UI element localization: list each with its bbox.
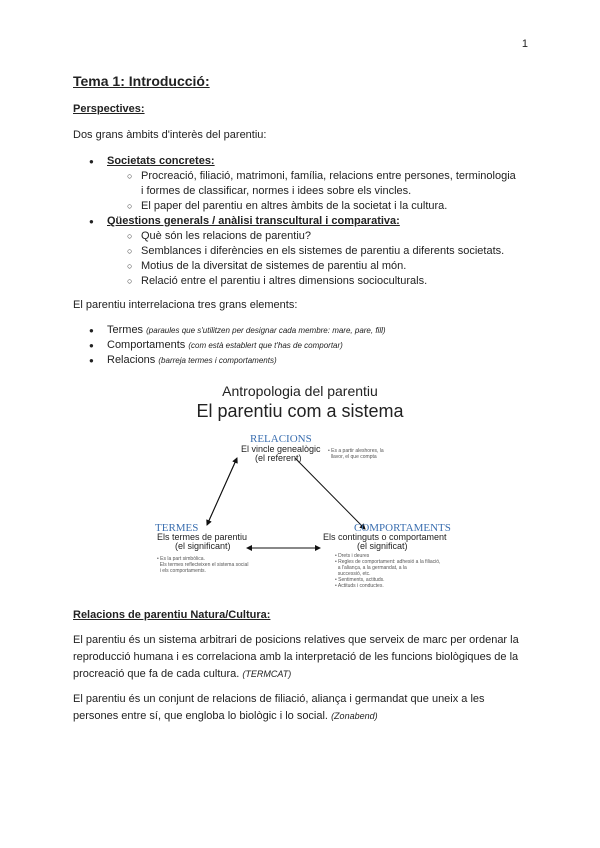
perspectives-list [73, 154, 533, 289]
arrow-relacions-comportaments [295, 458, 365, 529]
termes-label: TERMES [155, 522, 199, 534]
termes-line2: (el significant) [175, 541, 231, 551]
page-number: 1 [521, 38, 528, 50]
list-item: ○ Procreació, filiació, matrimoni, família, relacions entre persones, terminologia [73, 169, 533, 184]
list-item: ● Termes (paraules que s'utilitzen per designar cada membre: mare, pare, fill) [73, 323, 533, 338]
relacions-line1: El vincle genealògic [241, 444, 321, 454]
list-item-continuation: i formes de classificar, normes i idees sobre els vincles. [141, 185, 412, 197]
paragraph-termcat: El parentiu és un sistema arbitrari de posicions relatives que serveix de marc per ordenar la reproducció humana i es correlaciona amb la interpretació de les funcions biològiques de la procreació que fa de cada cultura. (TERMCAT) [73, 634, 519, 680]
comportaments-label: COMPORTAMENTS [354, 522, 451, 534]
relacions-line2: (el referent) [255, 453, 302, 463]
diagram-title: El parentiu com a sistema [196, 401, 404, 421]
list-item: ○ Relació entre el parentiu i altres dimensions socioculturals. [73, 274, 533, 289]
perspectives-heading: Perspectives: [73, 103, 145, 115]
relacions-label: RELACIONS [250, 433, 312, 445]
page-title: Tema 1: Introducció: [73, 73, 210, 89]
comportaments-note: • Drets i deures • Regles de comportament: adhesió a la filiació, a l'aliança, a la germandat, a la successió, etc. • Sentiments, actituds. • Actituds i conductes. [335, 553, 441, 589]
relacions-note: • Es a partir aleshores, la llavor, el que compta [328, 448, 384, 460]
list-item: ○ El paper del parentiu en altres àmbits de la societat i la cultura. [73, 199, 533, 214]
termes-line1: Els termes de parentiu [157, 532, 248, 542]
kinship-system-diagram [135, 383, 465, 598]
list-item: ○ Què són les relacions de parentiu? [73, 229, 533, 244]
elements-list [73, 323, 533, 368]
list-item: ● Societats concretes: [73, 154, 533, 169]
comportaments-line2: (el significat) [357, 541, 408, 551]
list-item: ○ Semblances i diferències en els sistemes de parentiu a diferents societats. [73, 244, 533, 259]
elements-intro: El parentiu interrelaciona tres grans elements: [73, 299, 298, 311]
paragraph-zonabend: El parentiu és un conjunt de relacions de filiació, aliança i germandat que uneix a les persones entre sí, que engloba lo biològic i lo social. (Zonabend) [73, 693, 485, 722]
perspectives-intro: Dos grans àmbits d'interès del parentiu: [73, 129, 267, 141]
comportaments-line1: Els continguts o comportament [323, 532, 447, 542]
list-item: ● Qüestions generals / anàlisi transcultural i comparativa: [73, 214, 533, 229]
arrow-termes-relacions [207, 458, 237, 525]
diagram-subtitle: Antropologia del parentiu [222, 383, 378, 399]
relacions-heading: Relacions de parentiu Natura/Cultura: [73, 609, 271, 621]
termes-note: • Es la part simbòlica. Els termes reflecteixen el sistema social i els comportaments. [157, 556, 249, 574]
list-item: ● Relacions (barreja termes i comportaments) [73, 353, 533, 368]
list-item: ● Comportaments (com està establert que t'has de comportar) [73, 338, 533, 353]
list-item: ○ Motius de la diversitat de sistemes de parentiu al món. [73, 259, 533, 274]
